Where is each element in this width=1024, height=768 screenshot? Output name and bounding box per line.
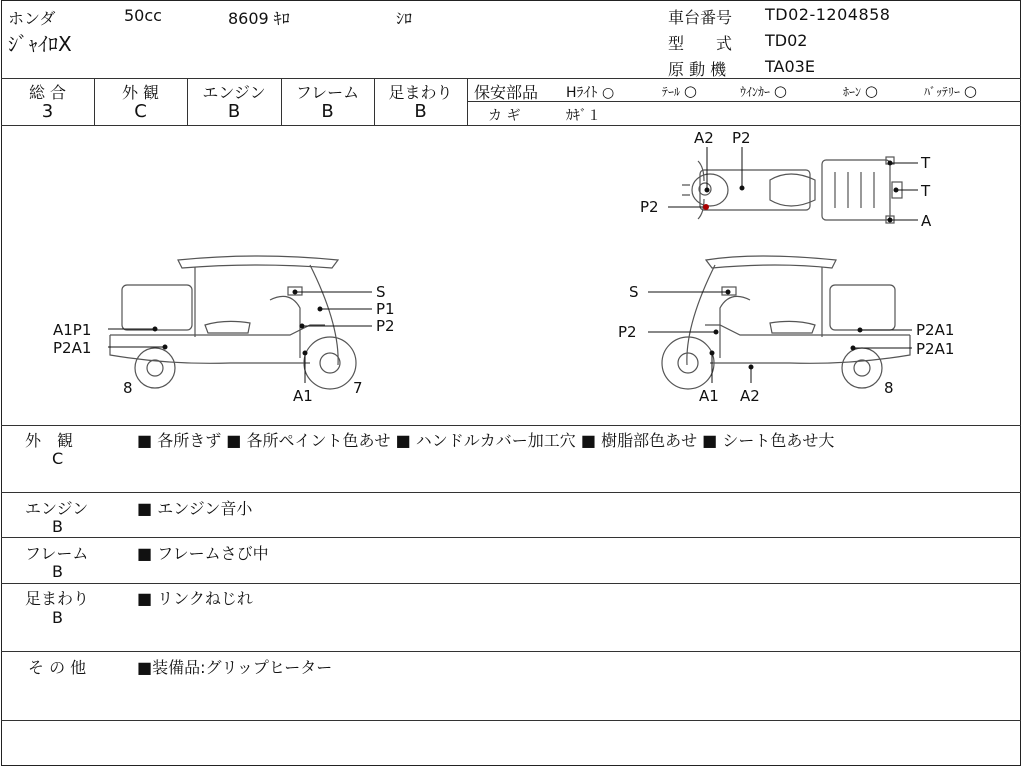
diagram-label: 8 (884, 379, 894, 397)
diagram-label: 7 (353, 379, 363, 397)
color: ｼﾛ (396, 9, 413, 28)
grade-header-exterior: 外 観 (121, 83, 160, 102)
mileage: 8609 ｷﾛ (228, 9, 290, 28)
diagram-label: A2 (694, 129, 714, 147)
diagram-label: S (376, 283, 386, 301)
frame-no-label: 車台番号 (668, 8, 733, 27)
diagram-label: P2 (732, 129, 751, 147)
damage-diagram (0, 125, 1024, 425)
divider (1, 720, 1021, 721)
grade-value-suspension: B (414, 101, 427, 122)
remark-grade: B (52, 562, 63, 581)
displacement: 50cc (124, 6, 162, 25)
divider (1, 583, 1021, 584)
remark-category: フレーム (25, 544, 89, 563)
divider (1, 78, 1021, 79)
grade-header-engine: エンジン (202, 83, 266, 102)
remark-grade: B (52, 517, 63, 536)
remark-text: ■ 各所きず ■ 各所ペイント色あせ ■ ハンドルカバー加工穴 ■ 樹脂部色あせ ■ シート色あせ大 (137, 431, 835, 450)
diagram-label: A1 (699, 387, 719, 405)
remark-text: ■ フレームさび中 (137, 544, 269, 563)
diagram-label: T (921, 154, 931, 172)
safety-battery: ﾊﾞｯﾃﾘｰ ○ (924, 82, 977, 100)
type-value: TD02 (765, 31, 808, 50)
diagram-label: S (629, 283, 639, 301)
divider (1, 425, 1021, 426)
remark-category: そ の 他 (28, 658, 87, 677)
diagram-label: P2A1 (916, 340, 955, 358)
remark-text: ■ リンクねじれ (137, 589, 253, 608)
diagram-label: 8 (123, 379, 133, 397)
frame-no-value: TD02-1204858 (765, 5, 891, 24)
key-value: ｶｷﾞ１ (566, 108, 601, 124)
maker: ホンダ (8, 9, 56, 28)
divider (1, 492, 1021, 493)
divider (467, 101, 1021, 102)
safety-label: 保安部品 (474, 83, 539, 102)
grade-value-exterior: C (134, 101, 147, 122)
remark-category: エンジン (25, 499, 89, 518)
safety-tail: ﾃｰﾙ ○ (662, 82, 697, 100)
divider (1, 651, 1021, 652)
engine-label: 原 動 機 (668, 60, 727, 79)
grade-header-total: 総 合 (28, 83, 67, 102)
diagram-label: P2 (640, 198, 659, 216)
key-label: カ ギ (488, 108, 521, 124)
grade-header-frame: フレーム (295, 83, 360, 102)
remark-text: ■ エンジン音小 (137, 499, 253, 518)
divider (467, 78, 468, 125)
diagram-label: A1 (293, 387, 313, 405)
top-view-scooter (682, 157, 902, 223)
divider (1, 537, 1021, 538)
diagram-label: A (921, 212, 932, 230)
engine-value: TA03E (765, 57, 815, 76)
remark-text: ■装備品:グリップヒーター (137, 658, 333, 677)
diagram-label: T (921, 182, 931, 200)
right-view-scooter (662, 256, 910, 389)
diagram-label: A1P1 (53, 321, 92, 339)
diagram-label: P1 (376, 300, 395, 318)
remark-grade: B (52, 608, 63, 627)
model-name: ｼﾞｬｲﾛX (8, 32, 72, 56)
grade-header-suspension: 足まわり (388, 83, 453, 102)
remark-grade: C (52, 449, 64, 468)
remark-category: 外 観 (25, 431, 74, 450)
grade-value-engine: B (227, 101, 241, 122)
grade-value-total: 3 (41, 101, 54, 122)
diagram-label: P2 (376, 317, 395, 335)
grade-value-frame: B (321, 101, 334, 122)
diagram-label: P2A1 (53, 339, 92, 357)
safety-horn: ﾎｰﾝ ○ (843, 82, 878, 100)
diagram-label: A2 (740, 387, 760, 405)
remark-category: 足まわり (25, 589, 90, 608)
type-label: 型 式 (668, 34, 733, 53)
left-view-scooter (110, 256, 356, 389)
diagram-label: P2A1 (916, 321, 955, 339)
diagram-label: P2 (618, 323, 637, 341)
safety-headlight: Hﾗｲﾄ ○ (566, 85, 615, 101)
safety-winker: ｳｲﾝｶｰ ○ (740, 82, 787, 100)
